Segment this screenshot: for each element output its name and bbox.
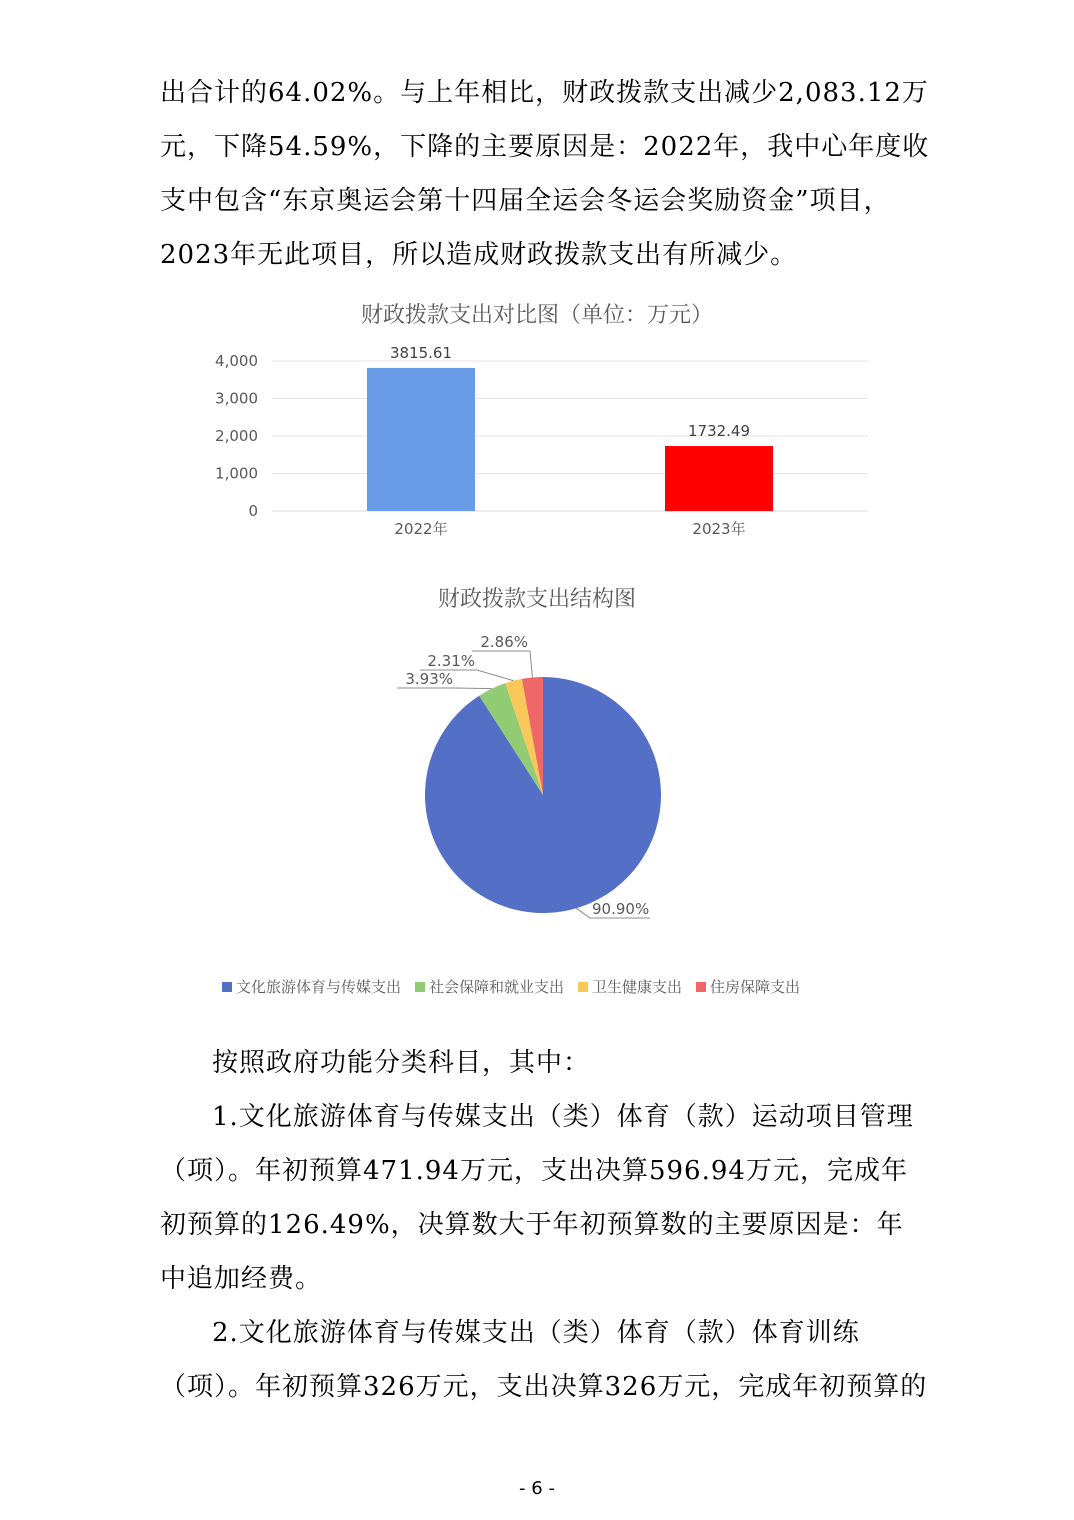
x-tick-label: 2023年 bbox=[692, 520, 746, 538]
paragraph-1: 出合计的64.02%。与上年相比，财政拨款支出减少2,083.12万元，下降54.59%，下降的主要原因是：2022年，我中心年度收支中包含“东京奥运会第十四届全运会冬运会奖励资金”项目，2023年无此项目，所以造成财政拨款支出有所减少。 bbox=[160, 78, 930, 270]
y-tick-label: 1,000 bbox=[215, 464, 258, 483]
bar-chart bbox=[0, 330, 1074, 550]
pie-slice bbox=[425, 677, 661, 913]
pie-value-label: 3.93% bbox=[405, 670, 453, 688]
legend-label: 社会保障和就业支出 bbox=[429, 978, 565, 996]
paragraph-2: 按照政府功能分类科目，其中： bbox=[212, 1048, 591, 1078]
y-tick-label: 4,000 bbox=[215, 352, 258, 370]
legend-item bbox=[578, 976, 682, 997]
pie-legend bbox=[222, 976, 800, 997]
legend-label: 卫生健康支出 bbox=[592, 978, 683, 996]
legend-item bbox=[222, 976, 401, 997]
pie-value-label: 90.90% bbox=[592, 900, 650, 918]
y-tick-label: 3,000 bbox=[215, 389, 258, 408]
x-tick-label: 2022年 bbox=[394, 520, 448, 538]
legend-item bbox=[415, 976, 564, 997]
legend-item bbox=[696, 976, 800, 997]
pie-leader-line bbox=[472, 651, 532, 677]
pie-leader-line bbox=[397, 688, 492, 689]
pie-value-label: 2.31% bbox=[427, 652, 475, 670]
bar-chart-title: 财政拨款支出对比图（单位：万元） bbox=[360, 303, 713, 328]
legend-label: 文化旅游体育与传媒支出 bbox=[236, 978, 402, 996]
paragraph-4: 2.文化旅游体育与传媒支出（类）体育（款）体育训练（项）。年初预算326万元，支出决算326万元，完成年初预算的 bbox=[160, 1318, 928, 1402]
paragraph-3: 1.文化旅游体育与传媒支出（类）体育（款）运动项目管理（项）。年初预算471.94万元，支出决算596.94万元，完成年初预算的126.49%，决算数大于年初预算数的主要原因是：年中追加经费。 bbox=[160, 1102, 914, 1294]
legend-swatch bbox=[578, 982, 588, 992]
y-tick-label: 0 bbox=[248, 502, 258, 520]
bar-value-label: 1732.49 bbox=[687, 422, 751, 441]
bar bbox=[367, 368, 475, 511]
legend-swatch bbox=[415, 982, 425, 992]
pie-value-label: 2.86% bbox=[480, 633, 528, 651]
legend-swatch bbox=[222, 982, 232, 992]
pie-chart-title: 财政拨款支出结构图 bbox=[437, 587, 636, 612]
legend-swatch bbox=[696, 982, 706, 992]
y-tick-label: 2,000 bbox=[215, 427, 258, 445]
pie-chart bbox=[0, 620, 1074, 960]
bar bbox=[665, 446, 773, 511]
legend-label: 住房保障支出 bbox=[710, 978, 801, 996]
page-number: - 6 - bbox=[519, 1478, 555, 1499]
bar-value-label: 3815.61 bbox=[389, 343, 453, 362]
